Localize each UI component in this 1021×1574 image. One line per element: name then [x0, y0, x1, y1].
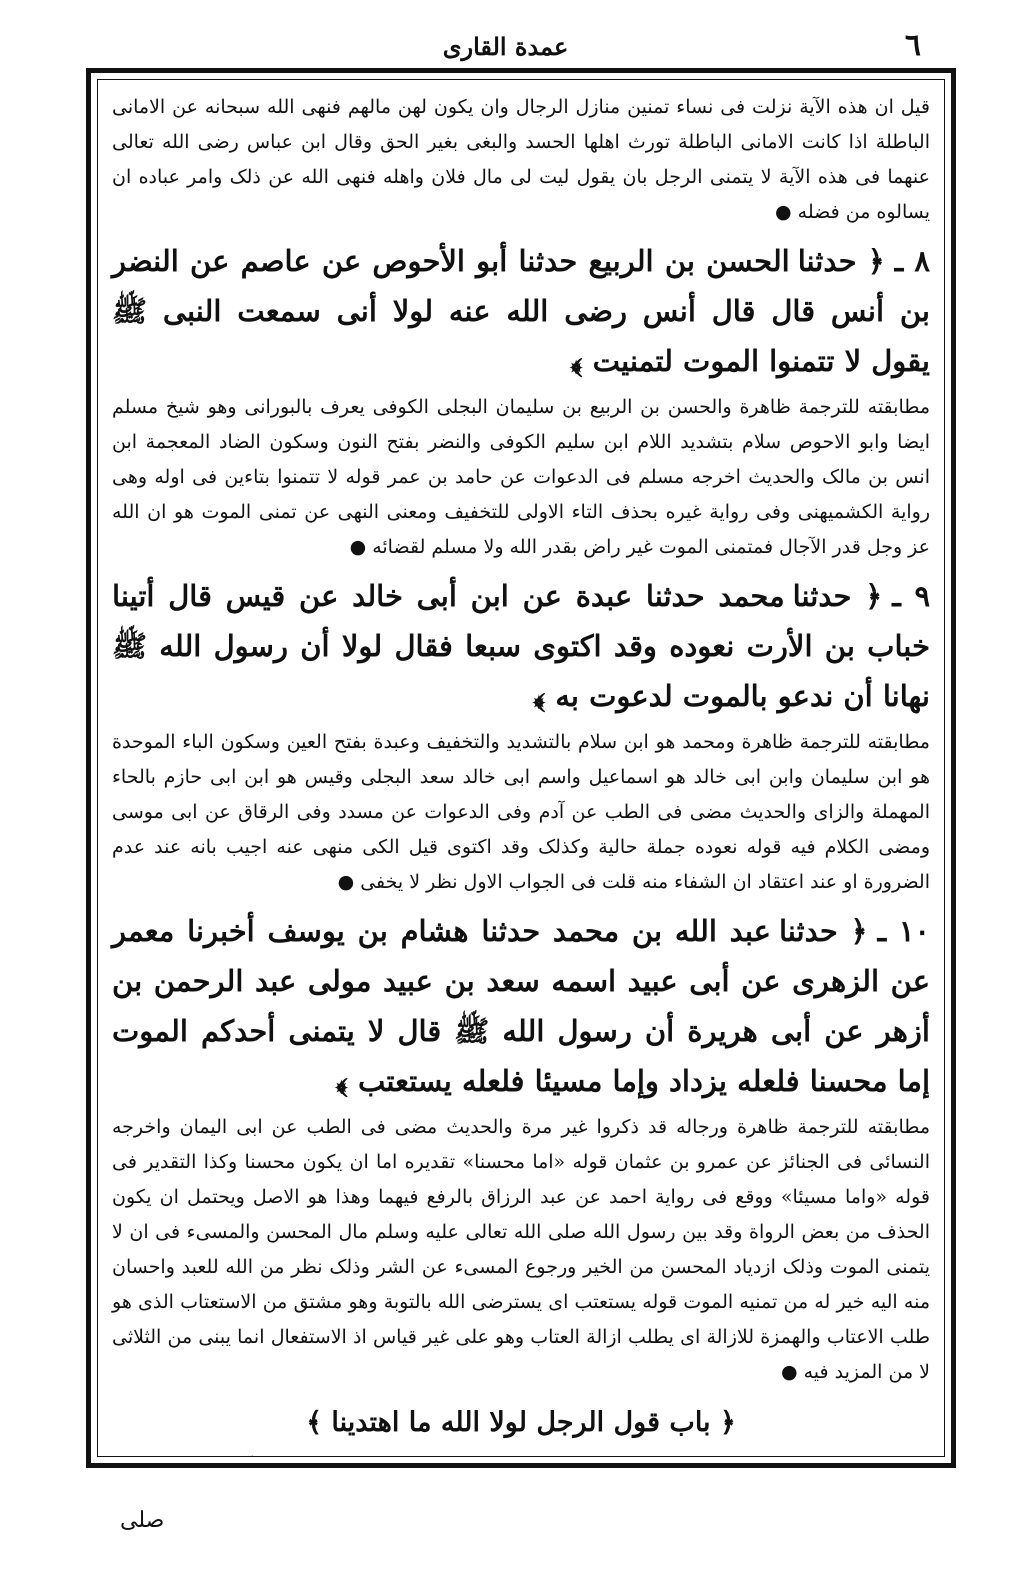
hadith-body: محمد حدثنا عبدة عن ابن أبی خالد عن قیس قال أتینا خباب بن الأرت نعوده وقد اکتوی سبعا فقال لولا أن رسول الله ﷺ نهانا أن ندعو بالموت لدعوت به ﴾: [112, 579, 930, 713]
commentary-paragraph: مطابقته للترجمة ظاهرة والحسن بن الربیع بن سلیمان البجلی الکوفی یعرف بالبورانی وهو شیخ مسلم ایضا وابو الاحوص سلام بتشدید اللام ابن سلیم الکوفی والنضر بفتح النون وسکون الضاد المعجمة ابن انس بن مالک والحدیث اخرجه مسلم فی الدعوات عن حامد بن عمر قوله لا تتمنوا بتاءین فی اوله وهی روایة الکشمیهنی وفی روایة غیره بحذف التاء الاولی للتخفیف ومعنی النهی عن تمنی الموت هو ان الله عز وجل قدر الآجال فمتمنی الموت غیر راض بقدر الله ولا مسلم لقضائه ●: [112, 396, 930, 558]
commentary-paragraph: مطابقته للترجمة ظاهرة ومحمد هو ابن سلام بالتشدید والتخفیف وعبدة بفتح العین وسکون الباء الموحدة هو ابن سلیمان وابن ابی خالد هو اسماعیل واسم ابی خالد سعد البجلی وقیس هو ابن ابی حازم بالحاء المهملة والزای والحدیث مضی فی الطب عن آدم وفی الدعوات عن مسدد وفی الرقاق عن ابی موسی ومضی الکلام فیه قوله نعوده جملة حالیة وکذلک وقد اکتوی قیل الکی منهی عنه اجیب بانه عند عدم الضرورة او عند اعتقاد ان الشفاء منه قلت فی الجواب الاول نظر لا یخفی ●: [112, 731, 930, 893]
hadith-number: ٨ ـ: [894, 244, 930, 278]
haddathana-marker: ﴿ حدثنا: [778, 914, 868, 948]
text-frame: [86, 68, 956, 1468]
hadith-body: عبد الله بن محمد حدثنا هشام بن یوسف أخبرنا معمر عن الزهری عن أبی عبید اسمه سعد بن عبید مولی عبد الرحمن بن أزهر عن أبی هریرة أن رسول الله ﷺ قال لا یتمنی أحدکم الموت إما محسنا فلعله یزداد وإما مسیئا فلعله یستعتب ﴾: [112, 914, 930, 1098]
hadith-text: [112, 571, 930, 721]
main-text: [97, 79, 945, 1457]
commentary-paragraph: قیل ان هذه الآیة نزلت فی نساء تمنین منازل الرجال وان یکون لهن مالهم فنهی الله سبحانه عن الامانی الباطلة اذا کانت الامانی الباطلة تورث اهلها الحسد والبغی بغیر الحق وقال ابن عباس رضی الله تعالی عنهما فی هذه الآیة لا یتمنی الرجل بان یقول لیت لی مال فلان واهله فنهی الله عن ذلک وامر عباده ان یسالوه من فضله ●: [112, 96, 930, 223]
commentary-paragraph: مطابقته للترجمة ظاهرة ورجاله قد ذکروا غیر مرة والحدیث مضی فی الطب عن ابی الیمان واخرجه النسائی فی الجنائز عن عمرو بن عثمان قوله «اما محسنا» تقدیره اما ان یکون محسنا وکذا التقدیر فی قوله «واما مسیئا» ووقع فی روایة احمد عن عبد الرزاق بالرفع فیهما وهذا هو الاصل ویحتمل ان یکون الحذف من بعض الرواة وقد بین رسول الله صلی الله تعالی علیه وسلم مال المحسن والمسیء فی ان لا یتمنی الموت وذلک ازدیاد المحسن من الخیر ورجوع المسیء عن الشر وذلک نظر من الله للعبد واحسان منه الیه خیر له من تمنیه الموت قوله یستعتب ای یسترضی الله بالتوبة وهو مشتق من الاستعتاب الذی هو طلب الاعتاب والهمزة للازالة ای یطلب ازالة العتاب وهو علی غیر قیاس اذ الاستفعال انما یبنی من الثلاثی لا من المزید فیه ●: [112, 1116, 930, 1383]
hadith-body: الحسن بن الربیع حدثنا أبو الأحوص عن عاصم عن النضر بن أنس قال قال أنس رضی الله عنه لولا أنی سمعت النبی ﷺ یقول لا تتمنوا الموت لتمنیت ﴾: [112, 244, 930, 378]
hadith-number: ١٠ ـ: [877, 914, 930, 948]
page-number: ٦: [904, 28, 921, 63]
commentary-paragraph: [112, 1452, 930, 1457]
catchword: صلی: [120, 1508, 165, 1533]
haddathana-marker: ﴿ حدثنا: [797, 244, 885, 278]
haddathana-marker: ﴿ حدثنا: [792, 579, 883, 613]
chapter-heading: ﴿ باب قول الرجل لولا الله ما اهتدینا ﴾: [306, 1407, 736, 1438]
book-title: عمدة القاری: [442, 32, 569, 61]
page-header: [90, 28, 921, 70]
hadith-text: [112, 906, 930, 1106]
hadith-text: [112, 236, 930, 386]
hadith-number: ٩ ـ: [892, 579, 931, 613]
